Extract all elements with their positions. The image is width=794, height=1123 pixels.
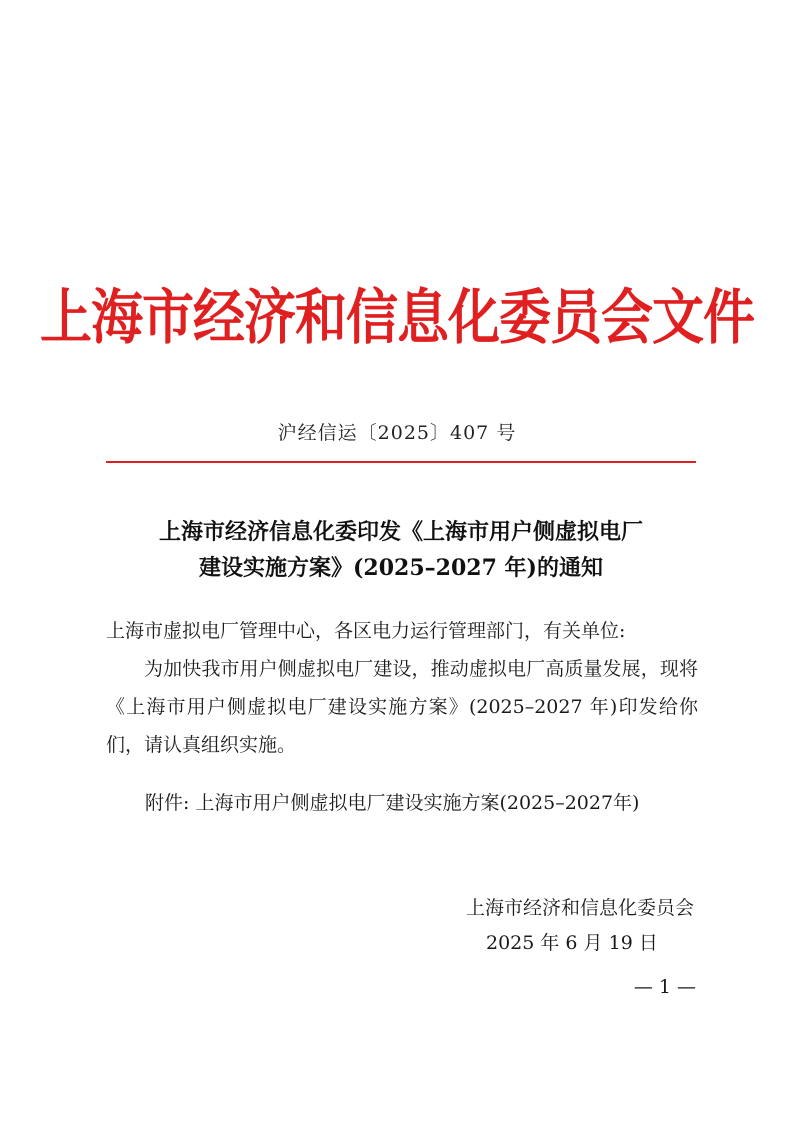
red-divider-line <box>106 461 696 463</box>
attachment-line: 附件: 上海市用户侧虚拟电厂建设实施方案(2025–2027年) <box>145 792 640 814</box>
issue-date: 2025 年 6 月 19 日 <box>486 932 658 954</box>
notice-title-line-1: 上海市经济信息化委印发《上海市用户侧虚拟电厂 <box>158 519 643 545</box>
issuer-signature: 上海市经济和信息化委员会 <box>465 897 694 919</box>
notice-title <box>106 514 696 586</box>
document-number: 沪经信运〔2025〕407 号 <box>277 422 517 444</box>
page-number: — 1 — <box>633 976 696 998</box>
salutation: 上海市虚拟电厂管理中心，各区电力运行管理部门，有关单位: <box>106 620 626 642</box>
masthead-title: 上海市经济和信息化委员会文件 <box>39 282 754 353</box>
notice-title-line-2: 建设实施方案》(2025–2027 年)的通知 <box>199 555 603 581</box>
body-paragraph: 为加快我市用户侧虚拟电厂建设，推动虚拟电厂高质量发展，现将《上海市用户侧虚拟电厂建设实施方案》(2025–2027 年)印发给你们，请认真组织实施。 <box>106 658 698 756</box>
